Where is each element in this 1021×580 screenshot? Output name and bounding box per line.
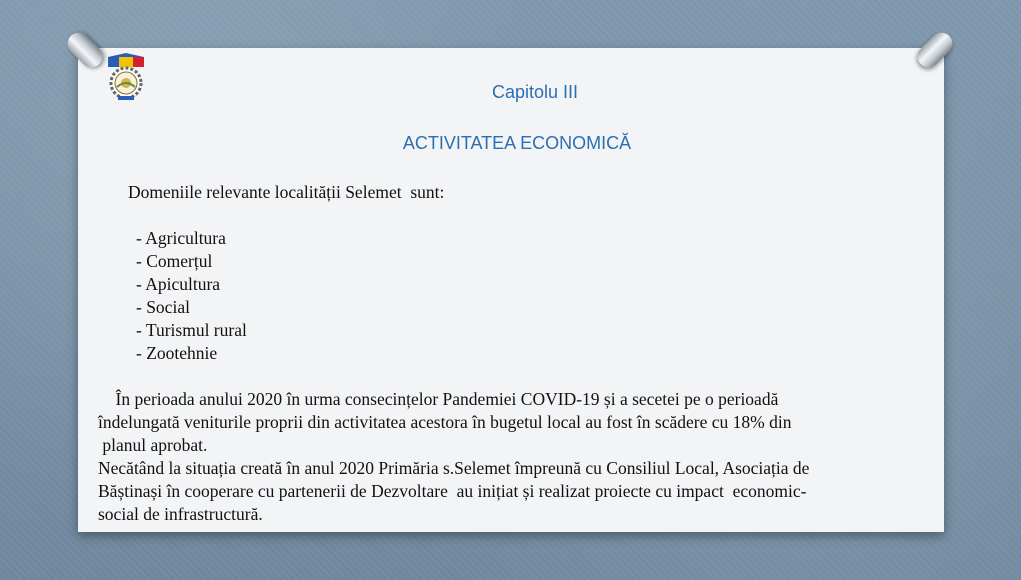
- list-item: - Comerțul: [136, 251, 213, 271]
- body-paragraph: [98, 388, 918, 526]
- list-item: - Turismul rural: [136, 320, 247, 340]
- intro-text: Domeniile relevante localității Selemet sunt:: [128, 182, 445, 202]
- paragraph-line: În perioada anului 2020 în urma consecințelor Pandemiei COVID-19 și a secetei pe o perioadă: [98, 389, 779, 409]
- list-item: - Social: [136, 297, 190, 317]
- paragraph-line: Necătând la situația creată în anul 2020 Primăria s.Selemet împreună cu Consiliul Local, Asociația de: [98, 458, 810, 478]
- section-title: ACTIVITATEA ECONOMICĂ: [402, 133, 632, 153]
- list-item: - Zootehnie: [136, 343, 218, 363]
- paragraph-line: planul aprobat.: [98, 435, 208, 455]
- coat-of-arms-icon: [104, 53, 148, 101]
- domains-list: [136, 227, 247, 365]
- list-item: - Apicultura: [136, 274, 221, 294]
- chapter-title: Capitolu III: [491, 82, 579, 102]
- paragraph-line: îndelungată veniturile proprii din activitatea acestora în bugetul local au fost în scădere cu 18% din: [98, 412, 792, 432]
- list-item: - Agricultura: [136, 228, 226, 248]
- paragraph-line: Băștinași în cooperare cu partenerii de Dezvoltare au inițiat și realizat proiecte cu impact economic-: [98, 481, 807, 501]
- paragraph-line: social de infrastructură.: [98, 504, 263, 524]
